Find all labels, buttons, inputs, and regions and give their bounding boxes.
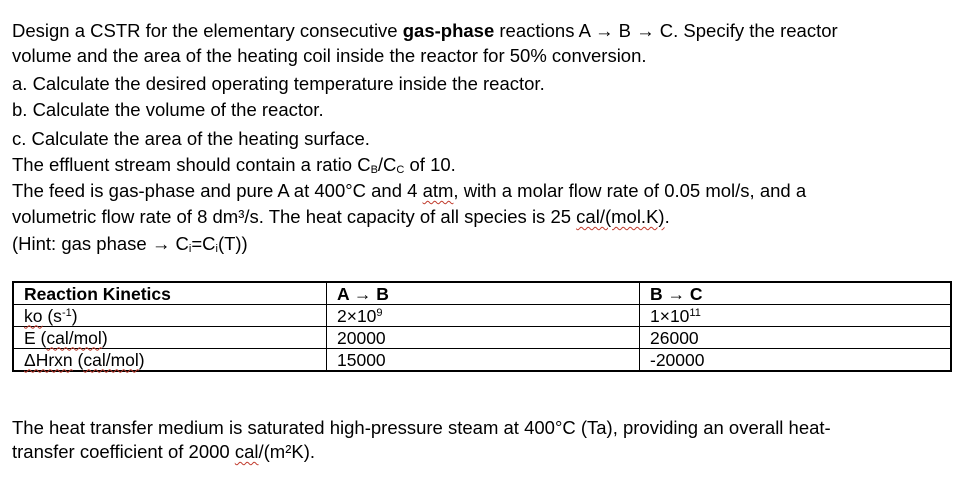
subscript: i — [188, 243, 192, 255]
text: =C — [191, 233, 216, 254]
text: 2×10 — [337, 305, 377, 326]
spellcheck-word: cal/mol — [46, 327, 102, 348]
cell — [327, 305, 640, 327]
text: transfer coefficient of 2000 — [12, 441, 235, 462]
spellcheck-word: cal/mol — [83, 349, 139, 370]
text: E ( — [24, 327, 47, 348]
text: (s — [42, 305, 62, 326]
text: ) — [71, 305, 78, 326]
bold-term: gas-phase — [402, 20, 495, 41]
footer-line-1: The heat transfer medium is saturated high-pressure steam at 400°C (Ta), providing an overall heat- — [12, 417, 831, 438]
problem-line-2: volume and the area of the heating coil inside the reactor for 50% conversion. — [12, 45, 647, 66]
cell — [640, 305, 952, 327]
subscript: C — [396, 164, 405, 176]
question-a: a. Calculate the desired operating temperature inside the reactor. — [12, 73, 545, 94]
text: ( — [72, 349, 84, 370]
text: volumetric flow rate of 8 dm³/s. The heat capacity of all species is 25 — [12, 206, 577, 227]
subscript: i — [215, 243, 218, 255]
table-row — [13, 305, 951, 327]
row-label — [13, 305, 327, 327]
spellcheck-word: ΔHrxn — [24, 349, 73, 370]
table-header-row — [13, 282, 951, 305]
table-row — [13, 327, 951, 349]
superscript: 9 — [376, 306, 383, 319]
header-cell: A → B — [327, 282, 640, 305]
text: , with a molar flow rate of 0.05 mol/s, and a — [453, 180, 807, 201]
cell: 15000 — [327, 349, 640, 372]
spellcheck-word: cal/(mol.K) — [576, 206, 665, 227]
effluent-ratio-line — [12, 154, 456, 176]
superscript: -1 — [61, 306, 72, 319]
table-row — [13, 349, 951, 372]
cell: -20000 — [650, 349, 705, 370]
subscript: B — [370, 164, 378, 176]
text: (T)) — [217, 233, 248, 254]
text: Design a CSTR for the elementary consecutive — [12, 20, 403, 41]
hint-line — [12, 233, 248, 255]
text: ) — [138, 349, 145, 370]
text: of 10. — [404, 154, 456, 175]
problem-line-1 — [12, 20, 838, 42]
spellcheck-word: ko — [24, 305, 43, 326]
spellcheck-word: cal — [234, 441, 259, 462]
heat-transfer-paragraph — [12, 416, 962, 464]
question-b: b. Calculate the volume of the reactor. — [12, 99, 324, 120]
row-label — [13, 349, 327, 372]
row-label — [13, 327, 327, 349]
header-cell: B → C — [650, 283, 703, 304]
text: 1×10 — [650, 305, 690, 326]
text: /C — [377, 154, 397, 175]
superscript: 11 — [689, 306, 701, 319]
footer-line-2 — [12, 440, 962, 464]
kinetics-table — [12, 281, 952, 372]
cell: 26000 — [650, 327, 699, 348]
text: . — [664, 206, 670, 227]
header-cell: Reaction Kinetics — [13, 282, 327, 305]
flow-rate-line — [12, 206, 670, 228]
text: (Hint: gas phase → C — [12, 233, 189, 254]
text: The effluent stream should contain a ratio C — [12, 154, 371, 175]
text: The feed is gas-phase and pure A at 400°C and 4 — [12, 180, 423, 201]
text: reactions A → B → C. Specify the reactor — [494, 20, 838, 41]
spellcheck-word: atm — [422, 180, 454, 201]
text: ) — [101, 327, 108, 348]
question-c: c. Calculate the area of the heating surface. — [12, 128, 370, 149]
feed-line — [12, 180, 806, 202]
text: /(m²K). — [258, 441, 315, 462]
cell: 20000 — [327, 327, 640, 349]
